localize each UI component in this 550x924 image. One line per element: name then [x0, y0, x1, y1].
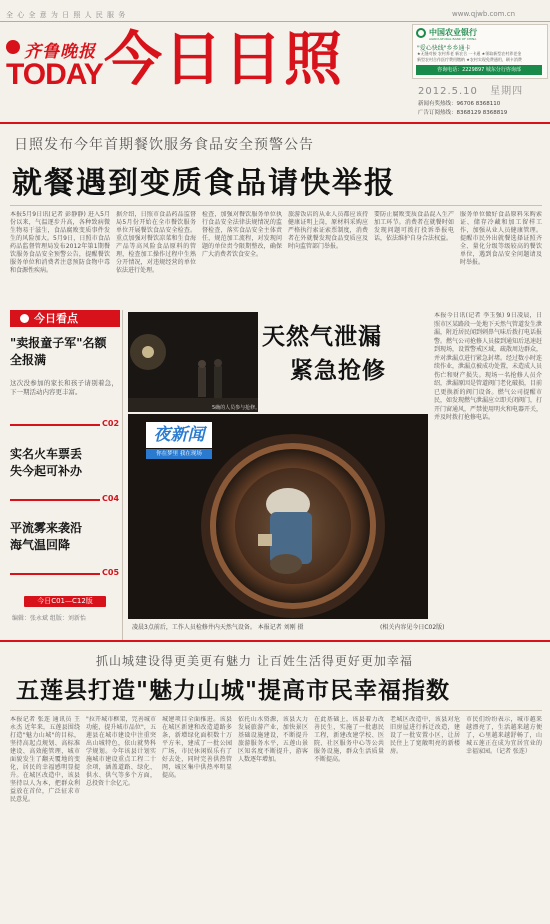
- bottom-story-headline[interactable]: 五莲县打造"魅力山城"提高市民幸福指数: [16, 678, 450, 704]
- bank-name: 中国农业银行: [429, 28, 477, 37]
- masthead-top-rule: [0, 21, 550, 22]
- sidebar: [10, 310, 120, 640]
- night-news-brand: [146, 422, 212, 462]
- photo-story-title-1: 天然气泄漏: [262, 324, 382, 350]
- bank-name-en: AGRICULTURAL BANK OF CHINA: [429, 37, 477, 41]
- teaser-2[interactable]: [10, 446, 120, 508]
- masthead-divider: [0, 122, 550, 124]
- website-url[interactable]: www.qjwb.com.cn: [452, 10, 515, 18]
- top-photo-caption: 5确的人员参与抢修。: [212, 405, 261, 411]
- sidebar-divider: [122, 310, 123, 640]
- top-story-kicker: 日照发布今年首期餐饮服务食品安全预警公告: [14, 137, 314, 153]
- teaser-2-title: 实名火车票丢失今起可补办: [10, 447, 83, 478]
- top-story-col-4: 旅游饭店的从业人员都应该持健康证明上岗，原材料采购应严格执行索证索票制度，消费者在外就餐发现食品变质应及时向监管部门举报。: [288, 211, 368, 250]
- top-story-col-3: 检查，加强对餐饮服务单位执行食品安全法律法规情况的监督检查，落实食品安全主体责任，规范加工流程，对发现问题的单位责令限期整改，确保广大消费者饮食安全。: [202, 211, 282, 258]
- page-title: 今日日照: [104, 25, 345, 93]
- sidebar-page-range: 今日C01—C12版: [24, 596, 106, 607]
- newspaper-logo: [4, 30, 104, 100]
- teaser-3-bar: [10, 573, 100, 575]
- night-news-title: 夜新闻: [146, 422, 212, 448]
- news-hotline: 新闻有奖热线：96706 8368110: [418, 101, 501, 107]
- teaser-2-bar: [10, 499, 100, 501]
- photo-caption: 凌晨3点前后，工作人员检修井内天然气设备。 本报记者 刘刚 摄: [132, 624, 304, 631]
- bank-advertisement[interactable]: [412, 24, 548, 79]
- bottom-story-col-4: 依托山水资源，该县大力发展旅游产业，加快景区基础设施建设，不断提升旅游服务水平，五莲山景区知名度不断提升，游客人数逐年增加。: [238, 716, 308, 763]
- teaser-1-text: 这次没参加的家长和孩子请别着急，下一期活动内容更丰富。: [10, 379, 118, 396]
- photo-story-title-2: 紧急抢修: [290, 358, 386, 384]
- bottom-story-col-7: 市民们纷纷表示，城市越来越漂亮了，生活越来越方便了，心里越来越舒畅了，山城五莲正在成为宜居宜业的幸福家园。（记者 张连）: [466, 716, 542, 755]
- street-photo: [128, 312, 261, 412]
- bottom-story-col-1: 本报记者 张连 通讯员 王永杰 近年来，五莲县围绕打造"魅力山城"的目标，坚持高起点规划、高标准建设、高效能管理，城市面貌发生了翻天覆地的变化，居民的幸福感明显提升。在城区改造中，该县坚持以人为本，把群众利益放在首位，广泛征求市民意见。: [10, 716, 80, 803]
- top-story-rule: [10, 205, 542, 206]
- photo-story-top-image[interactable]: [128, 312, 261, 412]
- bottom-story-col-3: 城建项目全面推进。该县在城区新建和改造道路多条，新增绿化面积数十万平方米，建成了一批公园广场，市民休闲娱乐有了好去处，同时完善供热管网，城区集中供热率明显提高。: [162, 716, 232, 779]
- teaser-3-title: 平流雾来袭沿海气温回降: [10, 521, 83, 552]
- top-story-headline[interactable]: 就餐遇到变质食品请快举报: [12, 166, 396, 201]
- related-coverage-note: (相关内容见今日C02版): [380, 624, 445, 631]
- bottom-story-kicker: 抓山城建设得更美更有魅力 让百姓生活得更好更加幸福: [96, 654, 413, 668]
- teaser-1-page: C02: [102, 419, 120, 428]
- top-story-col-6: 服务单位做好食品原料采购索证、储存冷藏和加工留样工作，加强从业人员健康管理。提醒市民外出就餐选择证照齐全、量化分级等级较高的餐饮单位，遇到食品安全问题请及时举报。: [460, 211, 542, 266]
- teaser-3-page: C05: [102, 568, 120, 577]
- logo-english: TODAY: [6, 58, 103, 91]
- sidebar-header-label: 今日看点: [34, 312, 78, 325]
- bottom-story-col-2: "拉开城市框架，完善城市功能，提升城市品位"，五莲县在城市建设中注重突出山城特色，依山就势科学规划。今年该县计划实施城市建设重点工程二十余项，涵盖道路、绿化、供水、供气等多个方面，总投资十余亿元。: [86, 716, 156, 787]
- logo-emblem-icon: [6, 40, 20, 54]
- bank-slogan: "爱心快线"乡乡通卡: [417, 45, 471, 52]
- teaser-1[interactable]: [10, 335, 120, 435]
- teaser-2-page: C04: [102, 494, 120, 503]
- bottom-story-col-6: 老城区改造中，该县对危旧房屋进行拆迁改造，建设了一批安置小区，让居民住上了宽敞明亮的新楼房。: [390, 716, 460, 755]
- bottom-story-col-5: 在此基础上，该县着力改善民生，实施了一批惠民工程，新建改建学校、医院、社区服务中心等公共服务设施，群众生活质量不断提高。: [314, 716, 384, 763]
- logo-chinese: 齐鲁晚报: [24, 42, 96, 62]
- bottom-story-rule: [10, 710, 542, 711]
- teaser-1-title: "卖报童子军"名额全报满: [10, 336, 107, 367]
- top-story-col-5: 要防止腐败变质食品混入生产加工环节。消费者在就餐时如发现问题可拨打投诉举报电话，依法维护自身合法权益。: [374, 211, 454, 242]
- ads-hotline: 广告订阅热线：8368129 8368819: [418, 110, 508, 116]
- section-divider: [0, 640, 550, 642]
- sidebar-editor: 编辑：张永斌 组版：刘新怡: [12, 615, 86, 622]
- teaser-1-bar: [10, 424, 100, 426]
- bank-line-1: ★无缝对接 农村养老 新农合 一卡通 ★领取新型农村养老金: [417, 51, 522, 56]
- bank-logo-icon: [416, 28, 426, 38]
- night-news-tagline: 你在梦里 我在现场: [146, 449, 212, 459]
- issue-date-value: 2012.5.10: [418, 86, 478, 97]
- bank-line-2: 新型农村合作医疗费用缴纳 ★农村实现免费通用，刷卡消费: [417, 57, 522, 62]
- teaser-3[interactable]: [10, 520, 120, 582]
- photo-story-text: 本报今日讯(记者 李玉强) 9日凌晨，日照市区某路段一处地下天然气管道发生泄漏，附近居民闻到刺鼻气味后拨打电话报警。燃气公司抢修人员接到通知后迅速赶到现场，设置警戒区域，疏散周边群众，并对泄漏点进行紧急封堵。经过数小时连续作业，泄漏点被成功处置，未造成人员伤亡和财产损失。现场一名抢修人员介绍，泄漏原因是管道阀门老化破损，目前已更换新的阀门设备。燃气公司提醒市民，如发现燃气泄漏应立即关闭阀门，打开门窗通风，严禁使用明火和电器开关，并及时拨打抢修电话。: [434, 312, 542, 421]
- issue-date: [418, 82, 523, 97]
- masthead-slogan: 全 心 全 意 为 日 照 人 民 服 务: [6, 11, 127, 19]
- sidebar-header-icon: [20, 314, 29, 323]
- issue-weekday: 星期四: [490, 86, 524, 97]
- top-story-col-1: 本报5月9日讯(记者 彭静静) 进入5月份以来，气温逐步升高，各种致病微生物易于滋生，食品腐败变质事件发生的风险加大。5月9日，日照市食品药品监督管理局发布2012年第1期餐饮服务食品安全预警公告，提醒餐饮服务单位和消费者注意预防食物中毒和食源性疾病。: [10, 211, 110, 274]
- top-story-col-2: 据介绍，日照市食品药品监督局5月份开始在全市餐饮服务单位开展餐饮食品安全检查。重点加强对餐饮凉菜和生食海产品等高风险食品原料的管理，检查加工操作过程中生熟分开情况，对违规经营的单位依法进行处理。: [116, 211, 196, 274]
- bank-phone: 咨询电话：2229897 城东分行咨询部: [416, 65, 542, 75]
- sidebar-header: [10, 310, 120, 327]
